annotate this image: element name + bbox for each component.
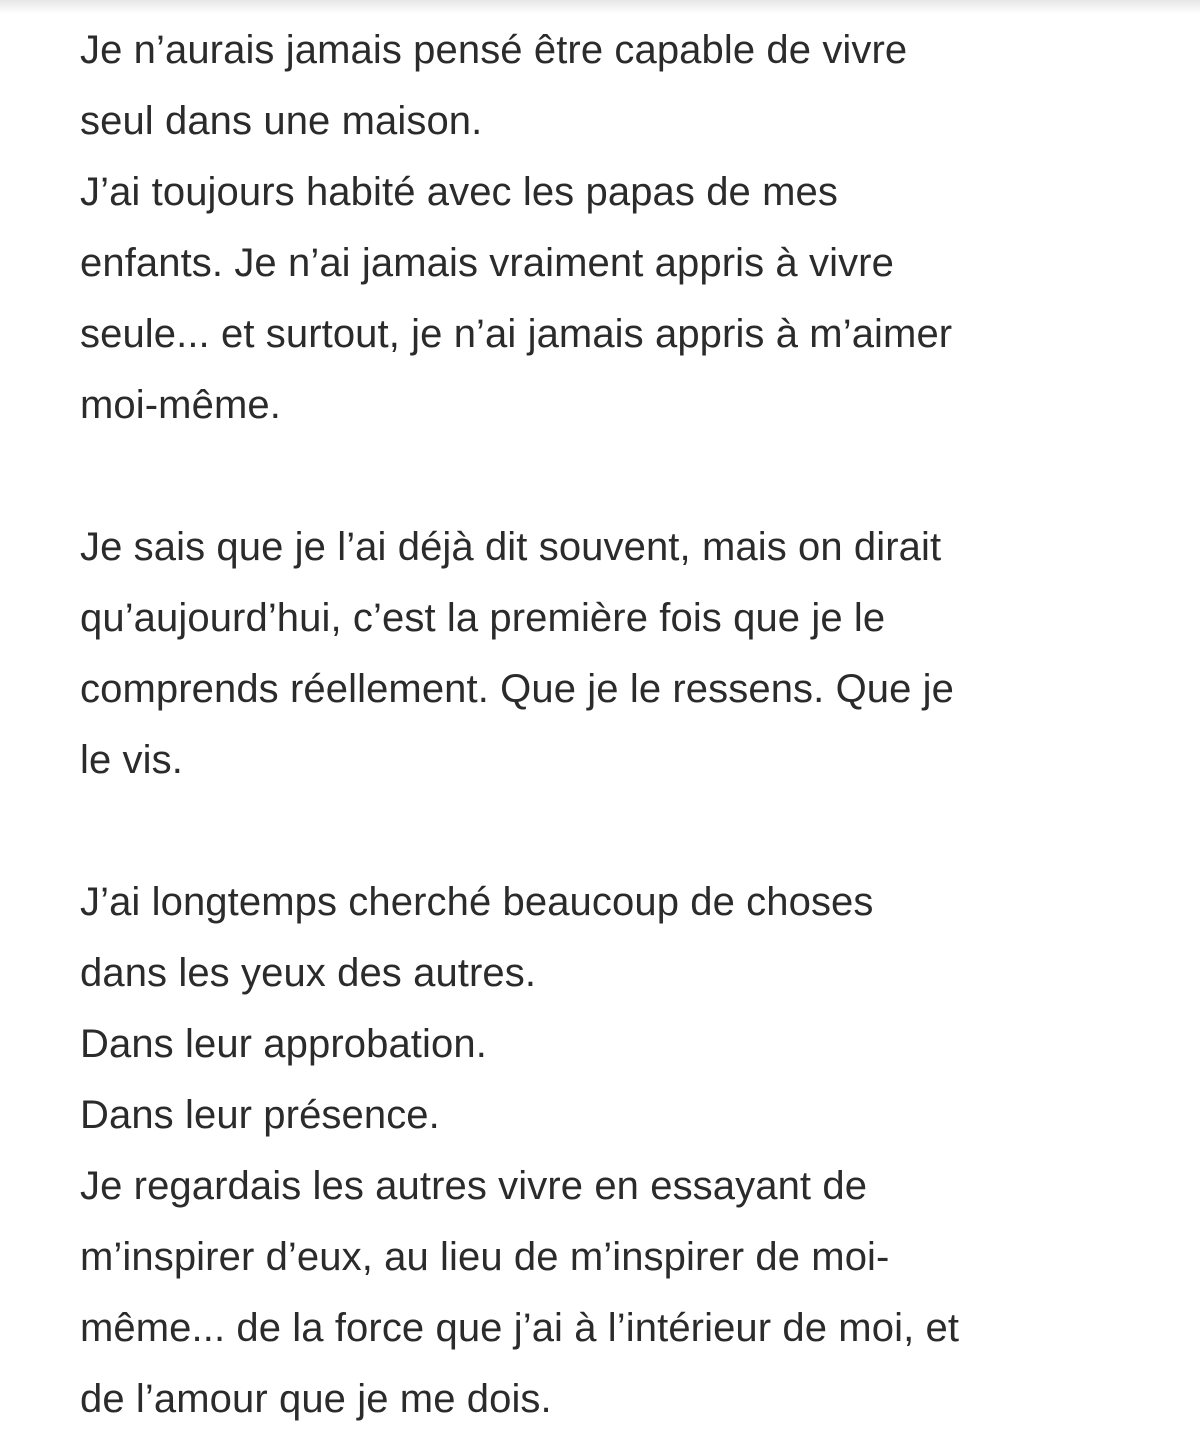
- text-line: Dans leur présence.: [80, 1093, 440, 1137]
- text-line: enfants. Je n’ai jamais vraiment appris à vivre: [80, 241, 894, 285]
- text-line: Je n’aurais jamais pensé être capable de vivre: [80, 28, 908, 72]
- text-line: comprends réellement. Que je le ressens. Que je: [80, 667, 955, 711]
- paragraph-gap: [80, 441, 1140, 512]
- text-line: même... de la force que j’ai à l’intérieur de moi, et: [80, 1306, 960, 1350]
- text-line: J’ai toujours habité avec les papas de mes: [80, 170, 838, 214]
- text-line: qu’aujourd’hui, c’est la première fois que je le: [80, 596, 886, 640]
- text-line: de l’amour que je me dois.: [80, 1377, 552, 1421]
- text-line: Dans leur approbation.: [80, 1022, 487, 1066]
- text-line: le vis.: [80, 738, 183, 782]
- text-line: dans les yeux des autres.: [80, 951, 537, 995]
- text-line: J’ai longtemps cherché beaucoup de choses: [80, 880, 874, 924]
- paragraph-2: [80, 512, 1140, 796]
- text-line: Je sais que je l’ai déjà dit souvent, mais on dirait: [80, 525, 942, 569]
- paragraph-gap: [80, 796, 1140, 867]
- top-shadow: [0, 0, 1200, 14]
- paragraph-1: [80, 15, 1140, 441]
- text-line: m’inspirer d’eux, au lieu de m’inspirer de moi-: [80, 1235, 890, 1279]
- text-line: Je regardais les autres vivre en essayant de: [80, 1164, 868, 1208]
- text-line: moi-même.: [80, 383, 281, 427]
- note-text: [80, 15, 1140, 1435]
- text-line: seul dans une maison.: [80, 99, 483, 143]
- text-line: seule... et surtout, je n’ai jamais appris à m’aimer: [80, 312, 953, 356]
- paragraph-3: [80, 867, 1140, 1435]
